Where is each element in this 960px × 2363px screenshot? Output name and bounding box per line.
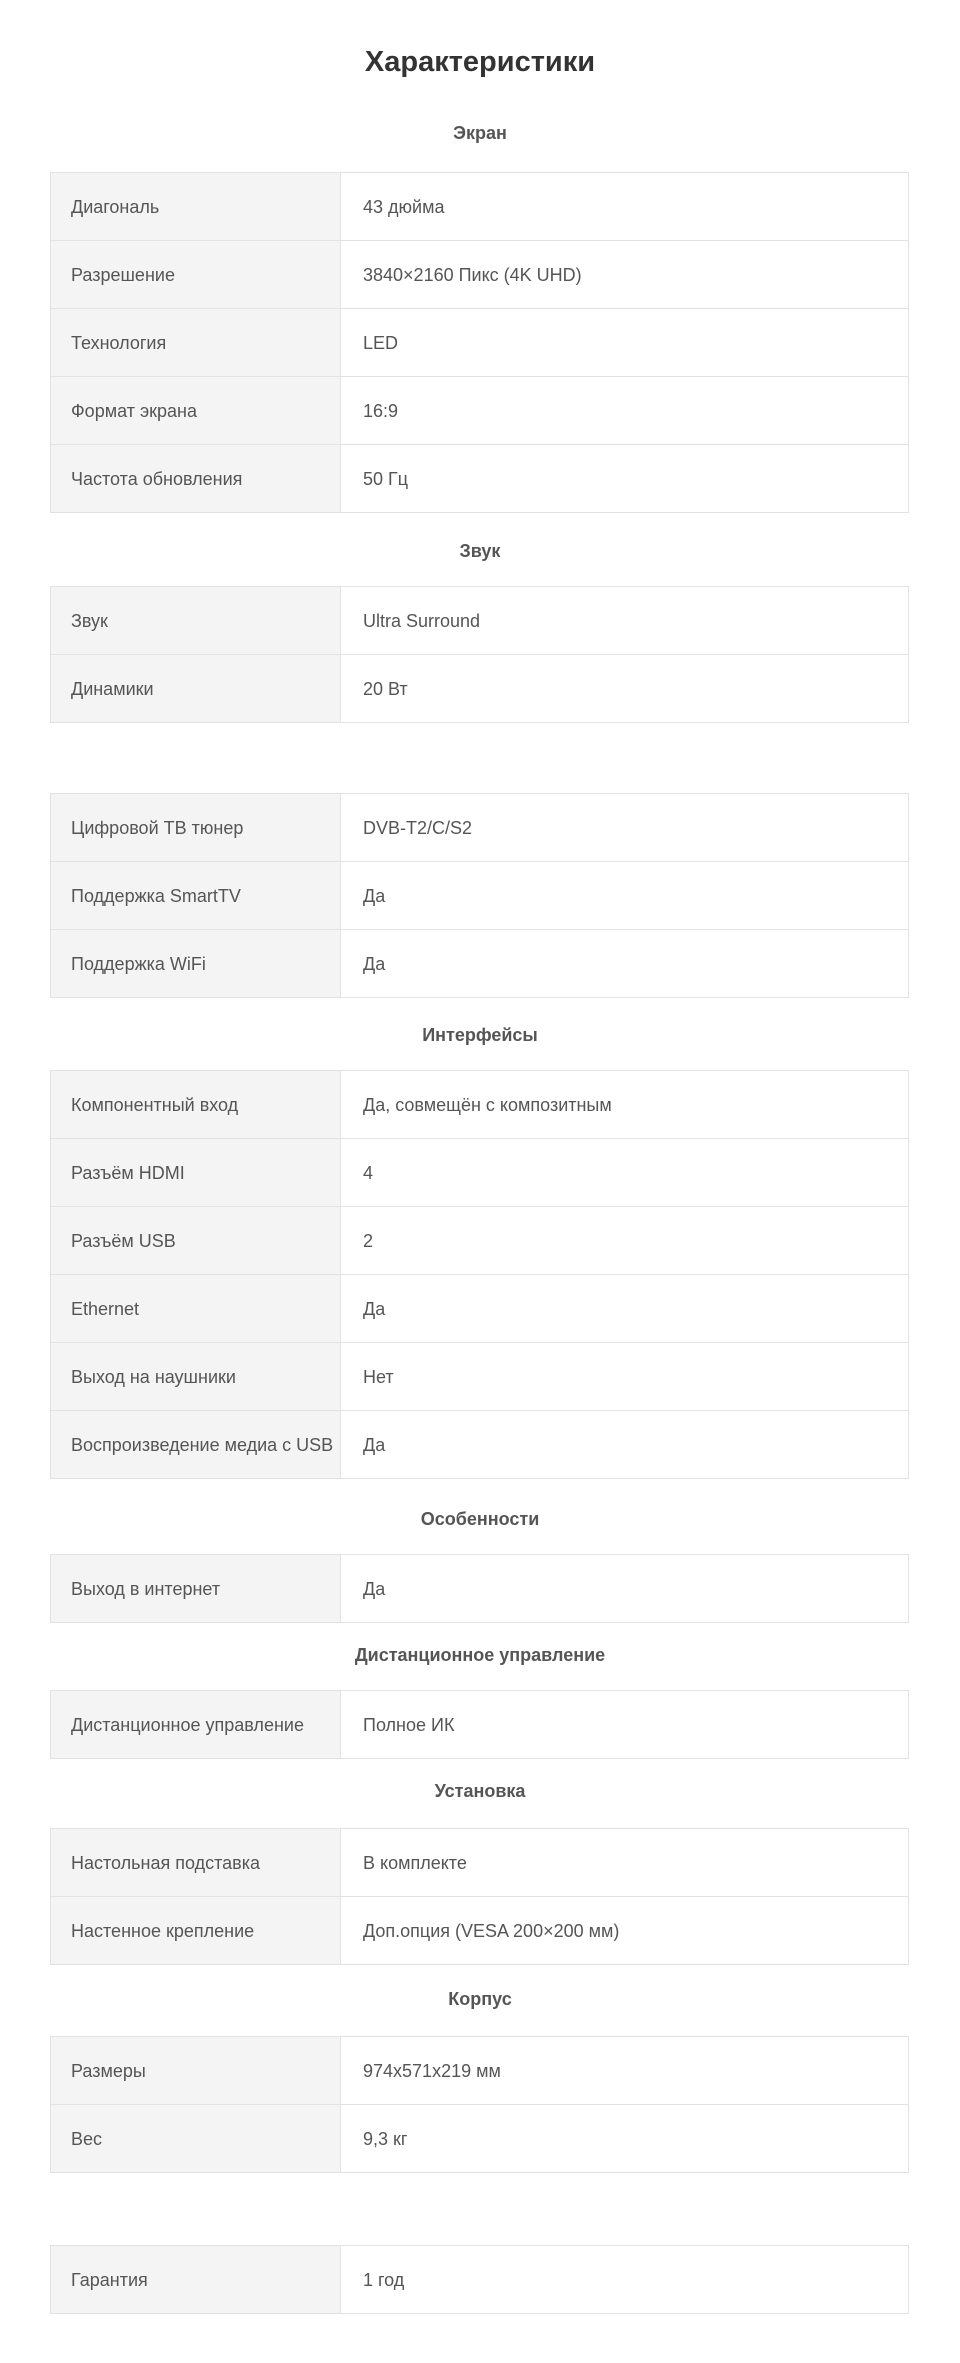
spec-value: Нет: [341, 1343, 909, 1411]
spec-table-interfaces: [50, 1070, 909, 1479]
spec-name: Ethernet: [51, 1275, 341, 1343]
spec-value: 4: [341, 1139, 909, 1207]
section-title-interfaces: Интерфейсы: [422, 1025, 538, 1045]
spec-value: 3840×2160 Пикс (4K UHD): [341, 241, 909, 309]
spec-name: Поддержка SmartTV: [51, 862, 341, 930]
spec-table-remote-control: [50, 1690, 909, 1759]
page-title: Характеристики: [364, 46, 596, 78]
spec-value: DVB-T2/C/S2: [341, 794, 909, 862]
table-row: [51, 377, 909, 445]
spec-value: 1 год: [341, 2246, 909, 2314]
spec-value: Полное ИК: [341, 1691, 909, 1759]
spec-value: LED: [341, 309, 909, 377]
spec-name: Разъём USB: [51, 1207, 341, 1275]
spec-name: Цифровой ТВ тюнер: [51, 794, 341, 862]
spec-name: Выход на наушники: [51, 1343, 341, 1411]
spec-name: Поддержка WiFi: [51, 930, 341, 998]
spec-table-warranty: [50, 2245, 909, 2314]
spec-value: Доп.опция (VESA 200×200 мм): [341, 1897, 909, 1965]
spec-name: Вес: [51, 2105, 341, 2173]
spec-value: 50 Гц: [341, 445, 909, 513]
table-row: [51, 794, 909, 862]
spec-value: 43 дюйма: [341, 173, 909, 241]
spec-value: В комплекте: [341, 1829, 909, 1897]
spec-name: Частота обновления: [51, 445, 341, 513]
table-row: [51, 1071, 909, 1139]
spec-value: Да: [341, 1275, 909, 1343]
spec-table-sound: [50, 586, 909, 723]
spec-table-installation: [50, 1828, 909, 1965]
spec-name: Компонентный вход: [51, 1071, 341, 1139]
table-row: [51, 1691, 909, 1759]
spec-value: Да: [341, 930, 909, 998]
section-title-body: Корпус: [448, 1989, 512, 2009]
spec-value: Ultra Surround: [341, 587, 909, 655]
table-row: [51, 1897, 909, 1965]
spec-name: Диагональ: [51, 173, 341, 241]
spec-name: Формат экрана: [51, 377, 341, 445]
spec-value: 20 Вт: [341, 655, 909, 723]
table-row: [51, 1829, 909, 1897]
spec-value: 16:9: [341, 377, 909, 445]
table-row: [51, 2105, 909, 2173]
table-row: [51, 1555, 909, 1623]
table-row: [51, 655, 909, 723]
table-row: [51, 587, 909, 655]
section-title-sound: Звук: [459, 541, 501, 561]
spec-value: Да: [341, 862, 909, 930]
spec-table-screen: [50, 172, 909, 513]
table-row: [51, 241, 909, 309]
spec-name: Размеры: [51, 2037, 341, 2105]
spec-table-features: [50, 1554, 909, 1623]
table-row: [51, 930, 909, 998]
table-row: [51, 445, 909, 513]
table-row: [51, 173, 909, 241]
table-row: [51, 1207, 909, 1275]
spec-name: Настольная подставка: [51, 1829, 341, 1897]
spec-table-body: [50, 2036, 909, 2173]
table-row: [51, 1139, 909, 1207]
spec-name: Выход в интернет: [51, 1555, 341, 1623]
spec-name: Гарантия: [51, 2246, 341, 2314]
spec-value: 9,3 кг: [341, 2105, 909, 2173]
section-title-screen: Экран: [453, 123, 507, 143]
spec-name: Воспроизведение медиа с USB: [51, 1411, 341, 1479]
table-row: [51, 309, 909, 377]
section-title-remote-control: Дистанционное управление: [354, 1645, 606, 1665]
spec-value: 974x571x219 мм: [341, 2037, 909, 2105]
table-row: [51, 1343, 909, 1411]
spec-value: 2: [341, 1207, 909, 1275]
spec-value: Да, совмещён с композитным: [341, 1071, 909, 1139]
spec-name: Динамики: [51, 655, 341, 723]
table-row: [51, 2037, 909, 2105]
spec-table-tuner: [50, 793, 909, 998]
table-row: [51, 862, 909, 930]
table-row: [51, 1411, 909, 1479]
spec-name: Звук: [51, 587, 341, 655]
spec-name: Разрешение: [51, 241, 341, 309]
spec-name: Разъём HDMI: [51, 1139, 341, 1207]
spec-value: Да: [341, 1411, 909, 1479]
section-title-features: Особенности: [420, 1509, 540, 1529]
table-row: [51, 2246, 909, 2314]
spec-name: Дистанционное управление: [51, 1691, 341, 1759]
table-row: [51, 1275, 909, 1343]
spec-name: Настенное крепление: [51, 1897, 341, 1965]
spec-value: Да: [341, 1555, 909, 1623]
spec-name: Технология: [51, 309, 341, 377]
section-title-installation: Установка: [434, 1781, 526, 1801]
